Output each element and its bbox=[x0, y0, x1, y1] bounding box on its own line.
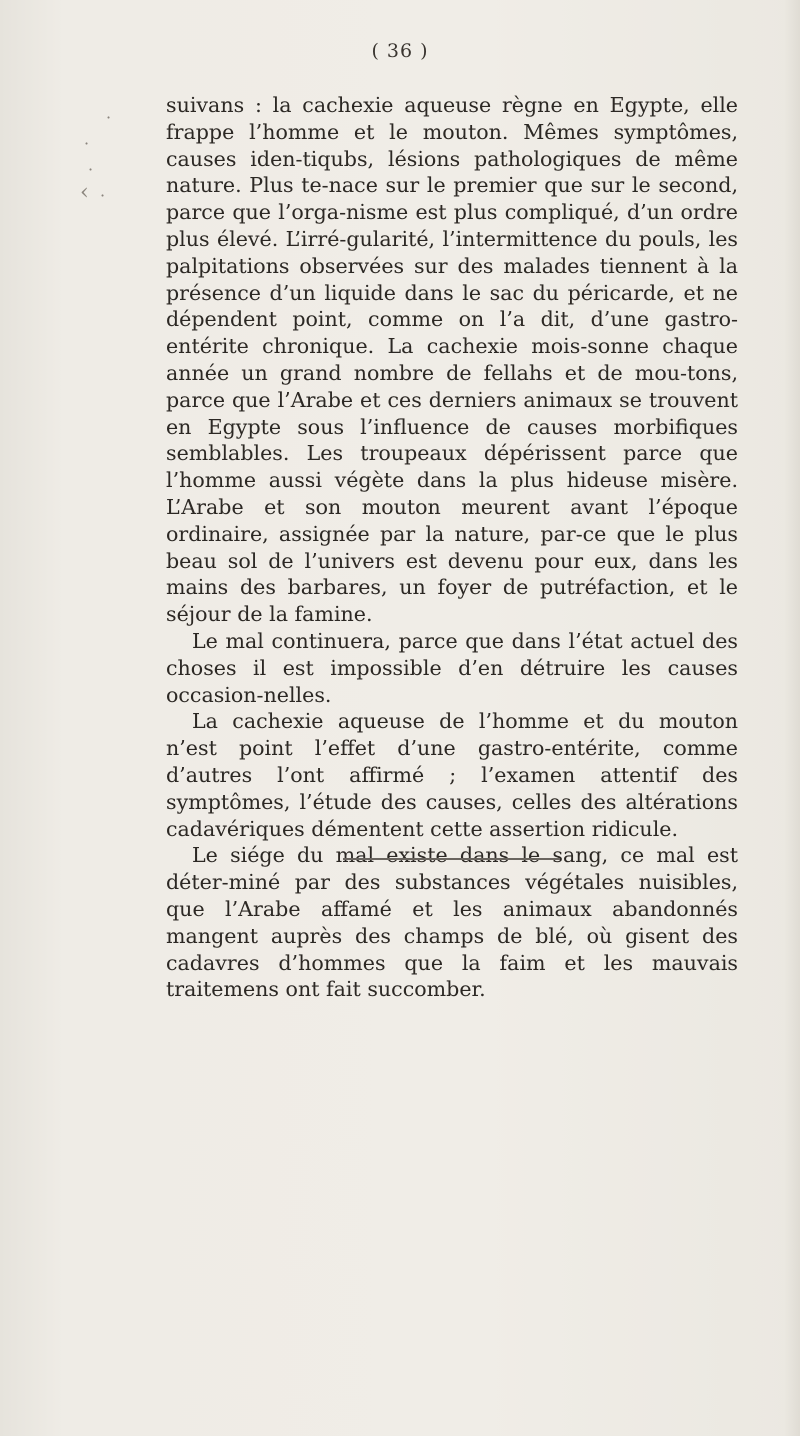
margin-mark: · bbox=[88, 160, 94, 179]
margin-mark: · bbox=[106, 108, 112, 127]
margin-mark: ‹ bbox=[80, 180, 89, 205]
section-rule bbox=[343, 858, 560, 860]
paragraph: Le mal continuera, parce que dans l’état actuel des choses il est impossible d’en détruire les causes occasion-nelles. bbox=[166, 628, 738, 707]
body-text bbox=[166, 92, 738, 1003]
paragraph: Le siége du mal existe dans le sang, ce mal est déter-miné par des substances végétales nuisibles, que l’Arabe affamé et les animaux abandonnés mangent auprès des champs de blé, où gisent des cadavres d’hommes que la faim et les mauvais traitemens ont fait succomber. bbox=[166, 843, 738, 1002]
page-edge-shadow bbox=[784, 0, 800, 1436]
margin-mark: · bbox=[84, 134, 90, 153]
margin-marks bbox=[78, 100, 158, 320]
paragraph: suivans : la cachexie aqueuse règne en Egypte, elle frappe l’homme et le mouton. Mêmes symptômes, causes iden-tiqubs, lésions pathologiques de même nature. Plus te-nace sur le premier que sur le second, parce que l’orga-nisme est plus compliqué, d’un ordre plus élevé. L’irré-gularité, l’intermittence du pouls, les palpitations observées sur des malades tiennent à la présence d’un liquide dans le sac du péricarde, et ne dépendent point, comme on l’a dit, d’une gastro-entérite chronique. La cachexie mois-sonne chaque année un grand nombre de fellahs et de mou-tons, parce que l’Arabe et ces derniers animaux se trouvent en Egypte sous l’influence de causes morbifiques semblables. Les troupeaux dépérissent parce que l’homme aussi végète dans la plus hideuse misère. L’Arabe et son mouton meurent avant l’époque ordinaire, assignée par la nature, par-ce que le plus beau sol de l’univers est devenu pour eux, dans les mains des barbares, un foyer de putréfaction, et le séjour de la famine. bbox=[166, 93, 738, 627]
paragraph: La cachexie aqueuse de l’homme et du mouton n’est point l’effet d’une gastro-entérite, comme d’autres l’ont affirmé ; l’examen attentif des symptômes, l’étude des causes, celles des altérations cadavériques démentent cette assertion ridicule. bbox=[166, 709, 738, 841]
margin-mark: · bbox=[100, 186, 106, 205]
page-number: ( 36 ) bbox=[371, 40, 429, 62]
